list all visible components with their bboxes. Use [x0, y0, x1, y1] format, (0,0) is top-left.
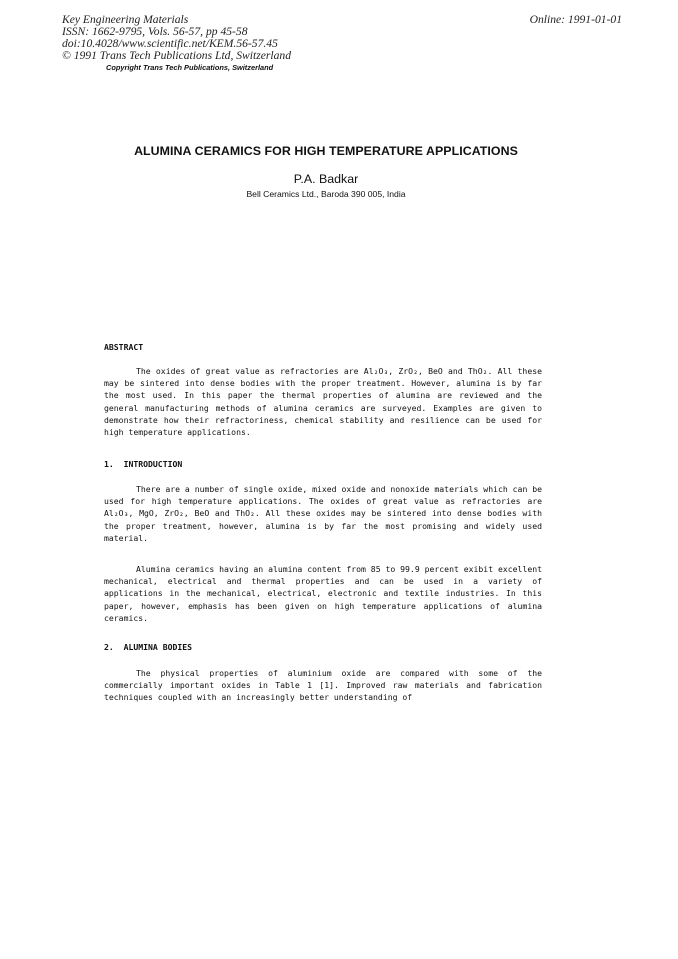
publisher-line: © 1991 Trans Tech Publications Ltd, Switzerland: [62, 49, 292, 62]
journal-name: Key Engineering Materials: [62, 13, 189, 26]
abstract-heading: ABSTRACT: [104, 342, 144, 352]
alumina-bodies-heading: 2. ALUMINA BODIES: [104, 642, 193, 652]
paper-author: P.A. Badkar: [293, 172, 359, 186]
abstract-text: The oxides of great value as refractories are Al₂O₃, ZrO₂, BeO and ThO₂. All these may be sintered into dense bodies with the proper treatment. However, alumina is by far the most used. In this paper the thermal properties of alumina are reviewed and the general manufacturing methods of alumina ceramics are surveyed. Examples are given to demonstrate how their refractoriness, chemical stability and resilience can be used for high temperature applications.: [104, 366, 542, 438]
abstract-paragraph: [104, 365, 542, 438]
issn-line: ISSN: 1662-9795, Vols. 56-57, pp 45-58: [62, 25, 248, 38]
introduction-paragraph-1: [104, 483, 542, 544]
copyright-notice: Copyright Trans Tech Publications, Switzerland: [106, 63, 274, 72]
introduction-text-2: Alumina ceramics having an alumina content from 85 to 99.9 percent exibit excellent mechanical, electrical and thermal properties and can be used in a variety of applications in the mechanical, electrical, electronic and textile industries. In this paper, however, emphasis has been given on high temperature applications of alumina ceramics.: [104, 564, 543, 623]
introduction-text-1: There are a number of single oxide, mixed oxide and nonoxide materials which can be used for high temperature applications. The oxides of great value as refractories are Al₂O₃, MgO, ZrO₂, BeO and ThO₂. All these oxides may be sintered into dense bodies with the proper treatment, however, alumina is by far the most promising and widely used material.: [104, 484, 543, 543]
alumina-bodies-text: The physical properties of aluminium oxide are compared with some of the commercially important oxides in Table 1 [1]. Improved raw materials and fabrication techniques coupled with an increasingly better understanding of: [104, 668, 542, 703]
doi-line: doi:10.4028/www.scientific.net/KEM.56-57.45: [62, 37, 278, 50]
introduction-paragraph-2: [104, 563, 542, 624]
alumina-bodies-paragraph: [104, 667, 542, 704]
paper-title: ALUMINA CERAMICS FOR HIGH TEMPERATURE APPLICATIONS: [134, 144, 518, 158]
introduction-heading: 1. INTRODUCTION: [104, 459, 183, 469]
journal-header: [62, 14, 622, 73]
author-affiliation: Bell Ceramics Ltd., Baroda 390 005, India: [246, 189, 406, 199]
online-date: Online: 1991-01-01: [529, 13, 622, 26]
